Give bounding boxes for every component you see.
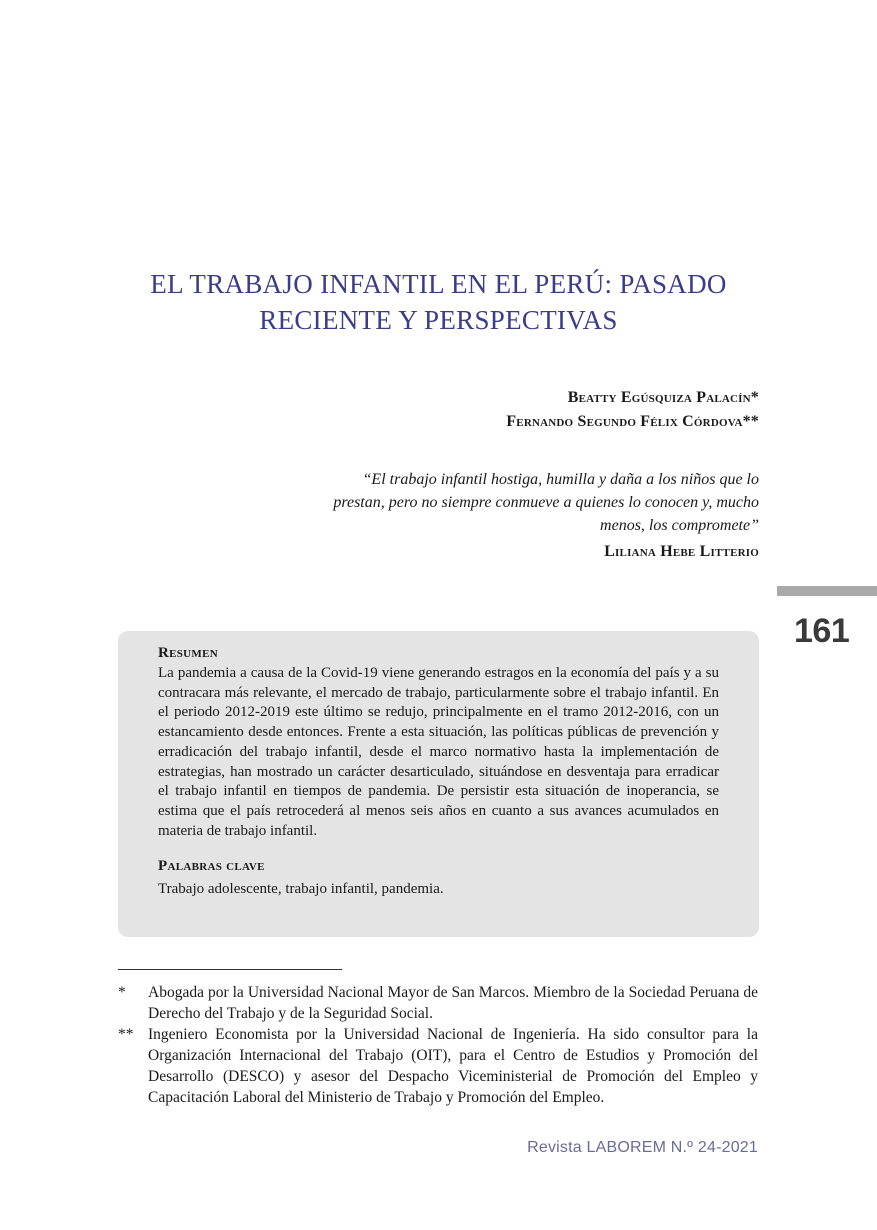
abstract-text: La pandemia a causa de la Covid-19 viene generando estragos en la economía del país y a su contracara más relevante, el mercado de trabajo, particularmente sobre el trabajo infantil. En el periodo 2012-2019 este último se redujo, principalmente en el tramo 2012-2016, con un estancamiento desde entonces. Frente a esta situación, las políticas públicas de prevención y erradicación del trabajo infantil, desde el marco normativo hasta la implementación de estrategias, han mostrado un carácter desarticulado, situándose en desventaja para erradicar el trabajo infantil en tiempos de pandemia. De persistir esta situación de inoperancia, se estima que el país retrocederá al menos seis años en cuanto a sus avances acumulados en materia de trabajo infantil. [158,665,719,839]
article-title-line-1: EL TRABAJO INFANTIL EN EL PERÚ: PASADO [150,269,727,299]
epigraph-line: prestan, pero no siempre conmueve a quienes lo conocen y, mucho [333,494,759,511]
epigraph-quote [299,468,759,537]
journal-citation: Revista LABOREM N.º 24-2021 [527,1139,758,1156]
abstract-heading: Resumen [158,645,218,661]
epigraph-line: “El trabajo infantil hostiga, humilla y daña a los niños que lo [362,471,759,488]
article-title [80,266,797,338]
page-number: 161 [794,612,850,650]
epigraph-author: Liliana Hebe Litterio [604,543,759,560]
footnote-text: Abogada por la Universidad Nacional Mayor de San Marcos. Miembro de la Sociedad Peruana de Derecho del Trabajo y de la Seguridad Social. [148,984,758,1022]
epigraph-line: menos, los compromete” [600,517,759,534]
abstract-box [118,631,759,937]
footnote-text: Ingeniero Economista por la Universidad Nacional de Ingeniería. Ha sido consultor para la Organización Internacional del Trabajo (OIT), para el Centro de Estudios y Promoción del Desarrollo (DESCO) y asesor del Despacho Viceministerial de Promoción del Empleo y Capacitación Laboral del Ministerio de Trabajo y Promoción del Empleo. [148,1026,758,1106]
footnote [118,1024,758,1108]
footnote [118,982,758,1024]
keywords-heading: Palabras clave [158,858,265,875]
footnote-mark: ** [118,1026,134,1043]
article-title-line-2: RECIENTE Y PERSPECTIVAS [259,305,618,335]
footnote-divider [118,969,342,970]
author-list [506,386,759,434]
author-name: Fernando Segundo Félix Córdova** [506,413,759,430]
keywords-text: Trabajo adolescente, trabajo infantil, pandemia. [158,881,444,898]
author-name: Beatty Egúsquiza Palacín* [567,389,759,406]
footnote-mark: * [118,984,126,1001]
page-tab-marker [777,586,877,596]
